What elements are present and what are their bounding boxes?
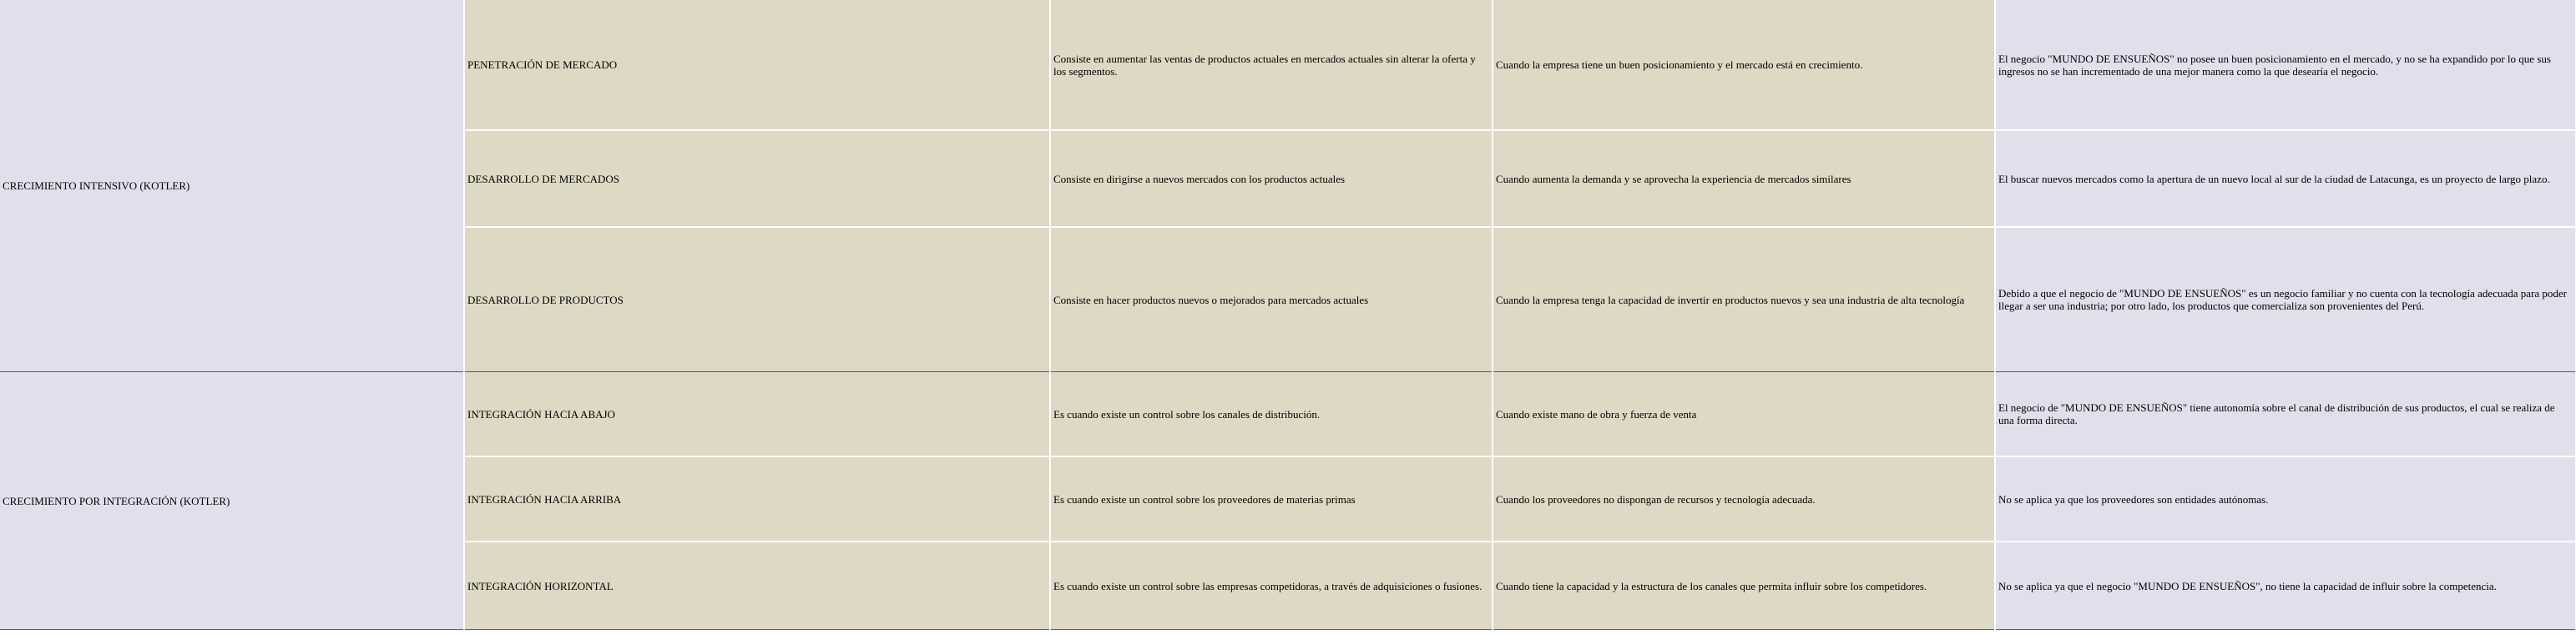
application-cell: No se aplica ya que el negocio "MUNDO DE ENSUEÑOS", no tiene la capacidad de influir sobre la competencia. (1995, 542, 2576, 630)
condition-cell: Cuando existe mano de obra y fuerza de venta (1493, 372, 1995, 457)
definition-cell: Consiste en aumentar las ventas de productos actuales en mercados actuales sin alterar la oferta y los segmentos. (1050, 0, 1493, 130)
table-row (0, 0, 2576, 130)
definition-cell: Consiste en dirigirse a nuevos mercados con los productos actuales (1050, 130, 1493, 227)
definition-cell: Consiste en hacer productos nuevos o mejorados para mercados actuales (1050, 227, 1493, 372)
definition-cell: Es cuando existe un control sobre los proveedores de materias primas (1050, 456, 1493, 542)
strategy-cell: INTEGRACIÓN HACIA ARRIBA (464, 456, 1050, 542)
application-cell: El negocio "MUNDO DE ENSUEÑOS" no posee un buen posicionamiento en el mercado, y no se ha expandido por lo que sus ingresos no se han incrementado de una mejor manera como la que desearía el negocio. (1995, 0, 2576, 130)
definition-cell: Es cuando existe un control sobre las empresas competidoras, a través de adquisiciones o fusiones. (1050, 542, 1493, 630)
group-label-integration: CRECIMIENTO POR INTEGRACIÓN (KOTLER) (0, 372, 464, 630)
strategy-cell: PENETRACIÓN DE MERCADO (464, 0, 1050, 130)
condition-cell: Cuando tiene la capacidad y la estructura de los canales que permita influir sobre los competidores. (1493, 542, 1995, 630)
condition-cell: Cuando la empresa tiene un buen posicionamiento y el mercado está en crecimiento. (1493, 0, 1995, 130)
application-cell: El negocio de "MUNDO DE ENSUEÑOS" tiene autonomía sobre el canal de distribución de sus productos, el cual se realiza de una forma directa. (1995, 372, 2576, 457)
definition-cell: Es cuando existe un control sobre los canales de distribución. (1050, 372, 1493, 457)
strategy-cell: INTEGRACIÓN HORIZONTAL (464, 542, 1050, 630)
strategy-cell: DESARROLLO DE MERCADOS (464, 130, 1050, 227)
strategy-cell: INTEGRACIÓN HACIA ABAJO (464, 372, 1050, 457)
application-cell: Debido a que el negocio de "MUNDO DE ENSUEÑOS" es un negocio familiar y no cuenta con la tecnología adecuada para poder llegar a ser una industria; por otro lado, los productos que comercializa son provenientes del Perú. (1995, 227, 2576, 372)
application-cell: No se aplica ya que los proveedores son entidades autónomas. (1995, 456, 2576, 542)
condition-cell: Cuando la empresa tenga la capacidad de invertir en productos nuevos y sea una industria de alta tecnología (1493, 227, 1995, 372)
table-row (0, 372, 2576, 457)
condition-cell: Cuando los proveedores no dispongan de recursos y tecnología adecuada. (1493, 456, 1995, 542)
application-cell: El buscar nuevos mercados como la apertura de un nuevo local al sur de la ciudad de Latacunga, es un proyecto de largo plazo. (1995, 130, 2576, 227)
condition-cell: Cuando aumenta la demanda y se aprovecha la experiencia de mercados similares (1493, 130, 1995, 227)
group-label-intensive: CRECIMIENTO INTENSIVO (KOTLER) (0, 0, 464, 372)
strategy-cell: DESARROLLO DE PRODUCTOS (464, 227, 1050, 372)
